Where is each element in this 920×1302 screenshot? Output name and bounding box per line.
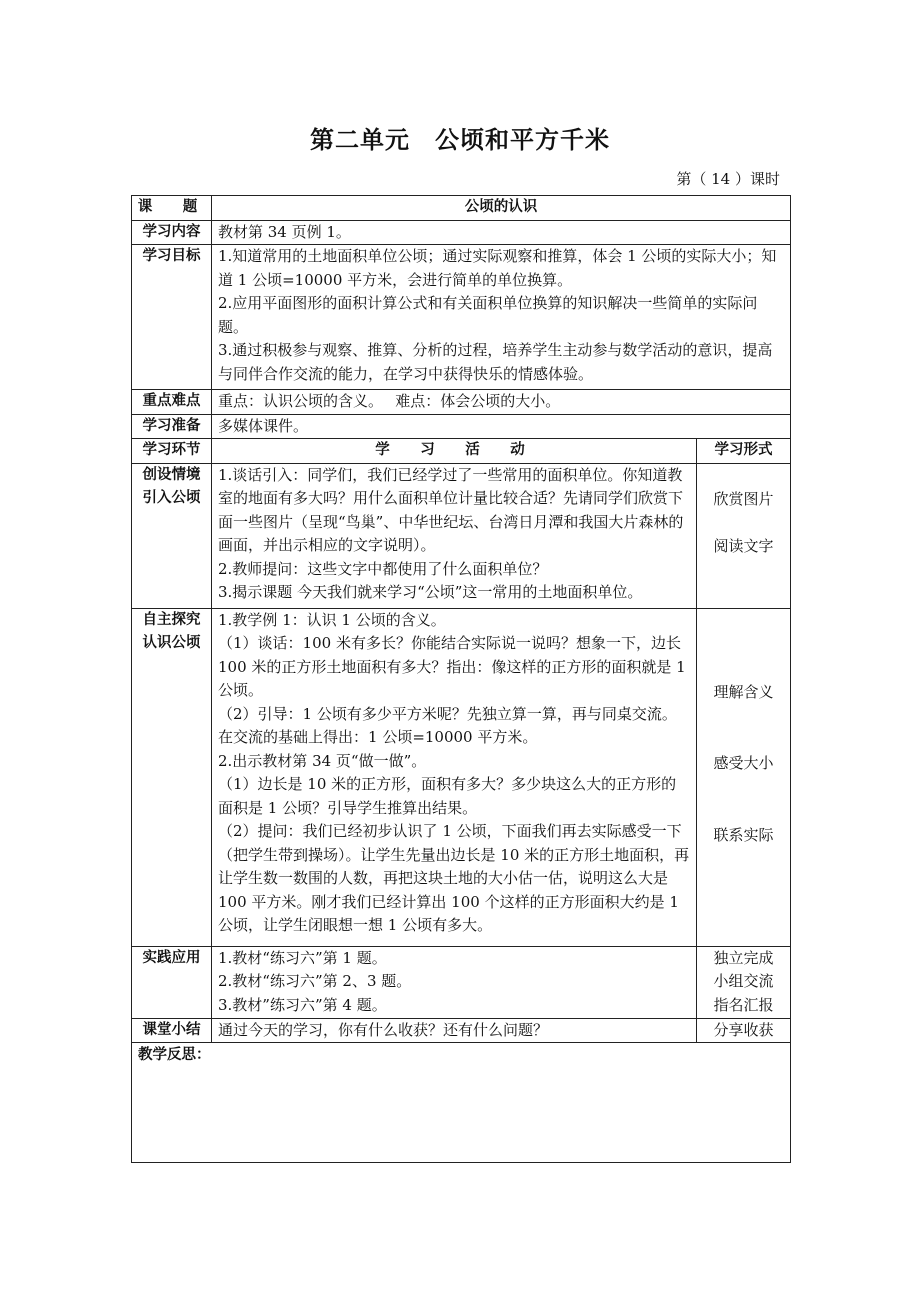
activity-column-header: 学 习 活 动 (212, 439, 697, 464)
stage-label: 自主探究 认识公顷 (132, 608, 212, 946)
objectives-text (212, 245, 791, 390)
keypoints-row (132, 390, 791, 415)
stage-form (697, 608, 791, 946)
prep-row (132, 414, 791, 439)
stage-activity (212, 946, 697, 1018)
stage-row (132, 463, 791, 608)
activity-paragraph: 2.教材“练习六”第 2、3 题。 (218, 972, 412, 990)
objectives-row (132, 245, 791, 390)
stage-form: 分享收获 (697, 1018, 791, 1043)
activity-header-row (132, 439, 791, 464)
activity-paragraph: 1.谈话引入：同学们，我们已经学过了一些常用的面积单位。你知道教室的地面有多大吗？用什么面积单位计量比较合适？先请同学们欣赏下面一些图片（呈现“鸟巢”、中华世纪坛、台湾日月潭和我国大片森林的画面，并出示相应的文字说明）。 (218, 465, 684, 554)
form-item: 欣赏图片 (713, 489, 774, 508)
stage-label: 实践应用 (132, 946, 212, 1018)
content-text: 教材第 34 页例 1。 (212, 220, 791, 245)
activity-paragraph: 2.教师提问：这些文字中都使用了什么面积单位？ (218, 559, 548, 578)
stage-label: 创设情境 引入公顷 (132, 463, 212, 608)
form-item: 联系实际 (713, 825, 774, 844)
stage-activity: 通过今天的学习，你有什么收获？还有什么问题？ (212, 1018, 697, 1043)
topic-value: 公顷的认识 (212, 196, 791, 221)
activity-paragraph: 1.教材“练习六”第 1 题。 (218, 948, 387, 967)
keypoints-label: 重点难点 (132, 390, 212, 415)
lesson-plan-table (131, 195, 791, 1163)
stage-activity (212, 608, 697, 946)
stage-column-header: 学习环节 (132, 439, 212, 464)
form-item: 阅读文字 (713, 537, 774, 555)
keypoints-text: 重点：认识公顷的含义。 难点：体会公顷的大小。 (212, 390, 791, 415)
stage-row (132, 1018, 791, 1043)
objectives-label: 学习目标 (132, 245, 212, 390)
lesson-period: 第（ 14 ）课时 (676, 170, 780, 188)
activity-paragraph: （2）引导：1 公顷有多少平方米呢？先独立算一算，再与同桌交流。在交流的基础上得出：1 公顷=10000 平方米。 (218, 704, 677, 746)
form-item: 理解含义 (713, 682, 774, 701)
stage-label: 课堂小结 (132, 1018, 212, 1043)
stage-activity (212, 463, 697, 608)
prep-label: 学习准备 (132, 414, 212, 439)
topic-label: 课 题 (132, 196, 212, 221)
reflection-row (132, 1043, 791, 1163)
form-item: 独立完成 (713, 948, 774, 967)
content-label: 学习内容 (132, 220, 212, 245)
activity-paragraph: （2）提问：我们已经初步认识了 1 公顷，下面我们再去实际感受一下（把学生带到操场）。让学生先量出边长是 10 米的正方形土地面积，再让学生数一数围的人数，再把这块土地的大小估一估，说明这么大是 100 平方米。刚才我们已经计算出 100 个这样的正方形面积大约是 1 公顷，让学生闭眼想一想 1 公顷有多大。 (218, 822, 690, 934)
stage-form (697, 946, 791, 1018)
stage-form (697, 463, 791, 608)
page-title: 第二单元 公顷和平方千米 (310, 126, 610, 154)
prep-text: 多媒体课件。 (212, 414, 791, 439)
content-row (132, 220, 791, 245)
stage-row (132, 946, 791, 1018)
objective-item: 3.通过积极参与观察、推算、分析的过程，培养学生主动参与数学活动的意识，提高与同伴合作交流的能力，在学习中获得快乐的情感体验。 (218, 341, 773, 383)
form-item: 指名汇报 (713, 995, 774, 1014)
reflection-label: 教学反思： (138, 1047, 211, 1063)
activity-paragraph: 2.出示教材第 34 页“做一做”。 (218, 751, 427, 770)
objective-item: 1.知道常用的土地面积单位公顷；通过实际观察和推算，体会 1 公顷的实际大小；知道 1 公顷=10000 平方米，会进行简单的单位换算。 (218, 247, 777, 289)
reflection-cell (132, 1043, 791, 1163)
stage-row (132, 608, 791, 946)
activity-paragraph: 3.教材”练习六”第 4 题。 (218, 995, 387, 1014)
activity-paragraph: 1.教学例 1：认识 1 公顷的含义。 (218, 610, 446, 629)
activity-paragraph: （1）谈话：100 米有多长？你能结合实际说一说吗？想象一下，边长 100 米的正方形土地面积有多大？指出：像这样的正方形的面积就是 1 公顷。 (218, 634, 686, 699)
activity-paragraph: （1）边长是 10 米的正方形，面积有多大？多少块这么大的正方形的面积是 1 公顷？引导学生推算出结果。 (218, 775, 677, 817)
activity-paragraph: 3.揭示课题 今天我们就来学习“公顷”这一常用的土地面积单位。 (218, 583, 643, 601)
form-item: 小组交流 (713, 972, 774, 990)
objective-item: 2.应用平面图形的面积计算公式和有关面积单位换算的知识解决一些简单的实际问题。 (218, 294, 758, 336)
form-item: 感受大小 (713, 754, 774, 772)
topic-row (132, 196, 791, 221)
form-column-header: 学习形式 (697, 439, 791, 464)
